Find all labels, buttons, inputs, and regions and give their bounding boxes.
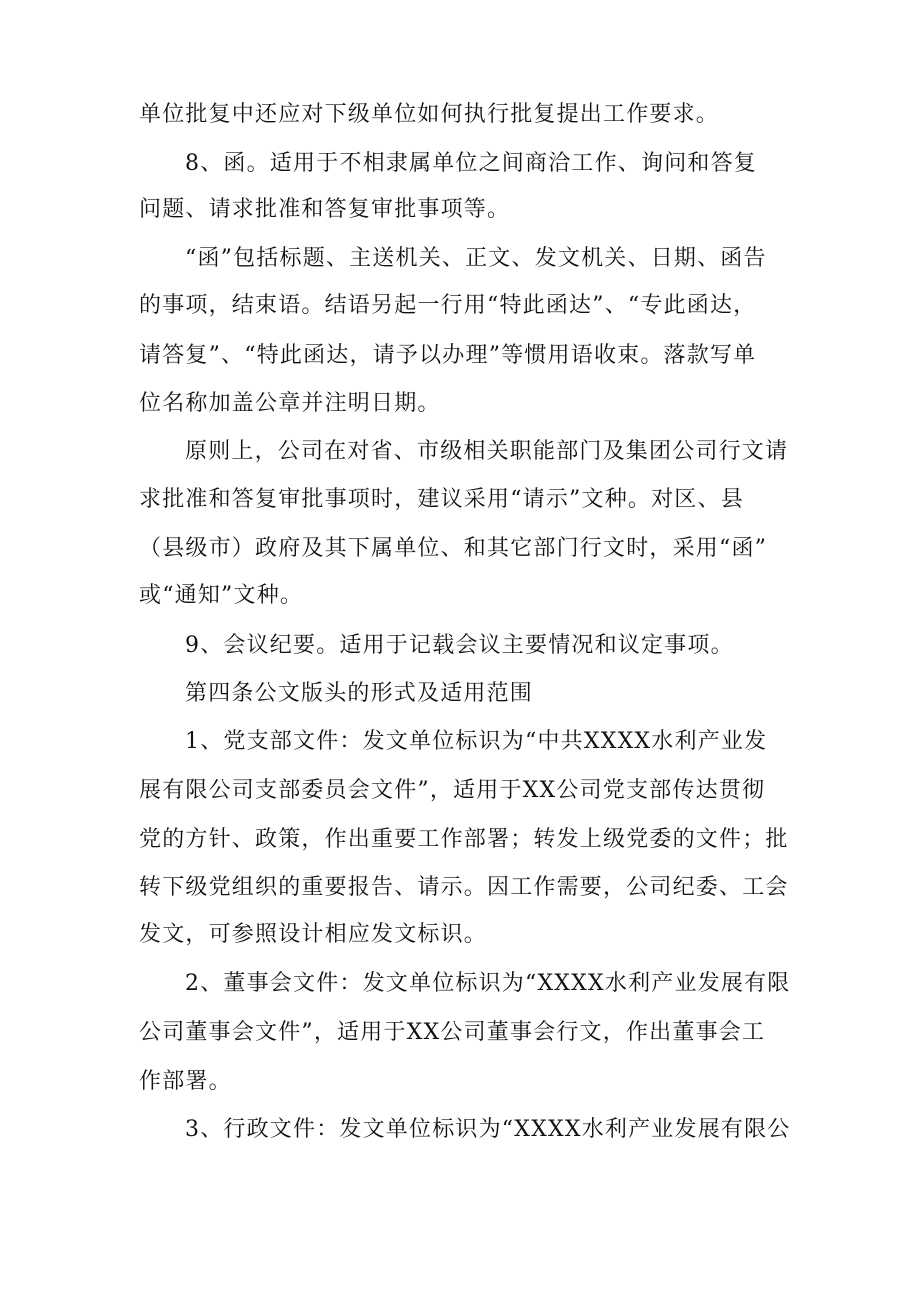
text-line: “函”包括标题、主送机关、正文、发文机关、日期、函告 <box>185 246 767 271</box>
text-line: 作部署。 <box>139 1069 232 1094</box>
text-line: 或“通知”文种。 <box>139 583 304 608</box>
text-line: 3、行政文件：发文单位标识为“XXXX水利产业发展有限公 <box>185 1117 791 1142</box>
text-line: 8、函。适用于不相隶属单位之间商洽工作、询问和答复 <box>185 151 757 176</box>
section-heading: 第四条公文版头的形式及适用范围 <box>185 681 534 706</box>
text-line: 问题、请求批准和答复审批事项等。 <box>139 197 511 222</box>
text-line: 求批准和答复审批事项时，建议采用“请示”文种。对区、县 <box>139 487 744 512</box>
text-line: 展有限公司支部委员会文件”，适用于XX公司党支部传达贯彻 <box>139 778 766 803</box>
text-line: 单位批复中还应对下级单位如何执行批复提出工作要求。 <box>139 102 720 127</box>
text-line: 请答复”、“特此函达，请予以办理”等惯用语收束。落款写单 <box>139 343 757 368</box>
text-line: 公司董事会文件”，适用于XX公司董事会行文，作出董事会工 <box>139 1020 766 1045</box>
text-line: 发文，可参照设计相应发文标识。 <box>139 922 488 947</box>
text-line: 原则上，公司在对省、市级相关职能部门及集团公司行文请 <box>185 439 789 464</box>
text-line: 2、董事会文件：发文单位标识为“XXXX水利产业发展有限 <box>185 971 791 996</box>
text-line: 党的方针、政策，作出重要工作部署；转发上级党委的文件；批 <box>139 827 789 852</box>
text-line: 位名称加盖公章并注明日期。 <box>139 391 441 416</box>
text-line: 9、会议纪要。适用于记载会议主要情况和议定事项。 <box>185 633 734 658</box>
text-line: （县级市）政府及其下属单位、和其它部门行文时，采用“函” <box>139 536 768 561</box>
text-line: 1、党支部文件：发文单位标识为“中共XXXX水利产业发 <box>185 729 768 754</box>
text-line: 转下级党组织的重要报告、请示。因工作需要，公司纪委、工会 <box>139 875 789 900</box>
text-line: 的事项，结束语。结语另起一行用“特此函达”、“专此函达， <box>139 293 757 318</box>
